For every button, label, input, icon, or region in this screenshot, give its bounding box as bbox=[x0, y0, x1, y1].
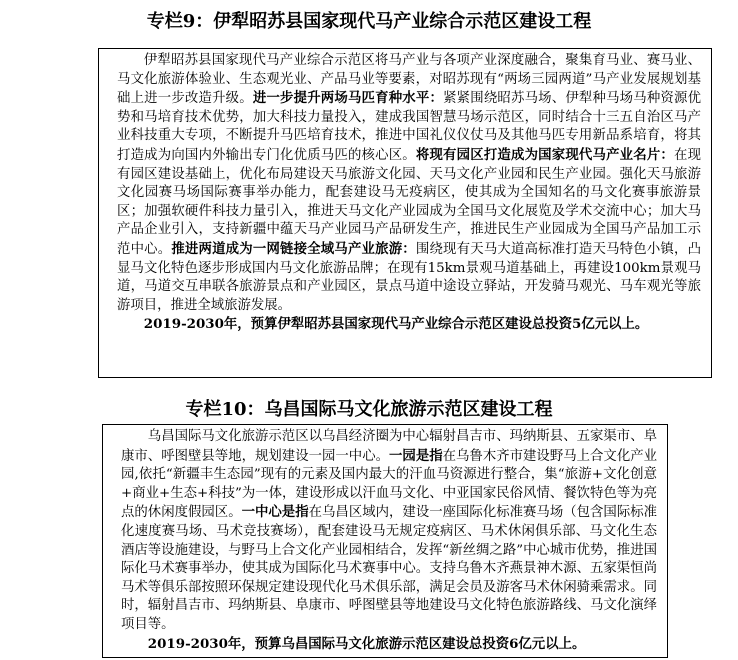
panel10-box bbox=[102, 424, 668, 658]
panel9-para-4: 在现有园区建设基础上，优化布局建设天马旅游文化园、天马文化产业园和民生产业园。强化天马旅游文化园赛马场国际赛事举办能力，配套建设马无疫病区，使其成为全国知名的马文化赛事旅游景区；加强软硬件科技力量引入，推进天马文化产业园成为全国马文化展览及学术交流中心；加大马产品企业引入，支持新疆中蕴天马产业园马产品研发生产，推进民生产业园成为全国马产品加工示范中心。 bbox=[117, 147, 702, 257]
panel9-para-2: 紧紧围绕昭苏马场、伊犁种马场马种资源优势和马培育技术优势，加大科技力量投入，建成我国智慧马场示范区，同时结合十三五自治区马产业科技重大专项，不断提升马匹培育技术，推进中国礼仪仪仗马及其他马匹专用新品系培育，将其打造成为向国内外输出专门化优质马匹的核心区。 bbox=[117, 91, 701, 163]
panel10-heading-center: 一中心是指 bbox=[241, 504, 309, 521]
panel9-body bbox=[117, 52, 701, 315]
panel9-para-0: 伊犁昭苏县国家现代马产业综合示范区将马产业与各项产业深度融合，聚集育马业、赛马业、马文化旅游体验业、生态观光业、产品马业等要素，对昭苏现有“两场三园两道”马产业发展规划基础上进一步改造升级。 bbox=[117, 53, 701, 107]
panel10-investment: 2019-2030年，预算乌昌国际马文化旅游示范区建设总投资6亿元以上。 bbox=[147, 635, 586, 652]
panel10-heading-park: 一园是指 bbox=[389, 447, 443, 464]
panel9-heading-parks: 将现有园区打造成为国家现代马产业名片： bbox=[415, 146, 675, 163]
panel9-heading-roads: 推进两道成为一网链接全域马产业旅游： bbox=[171, 240, 416, 257]
panel9-investment: 2019-2030年，预算伊犁昭苏县国家现代马产业综合示范区建设总投资5亿元以上。 bbox=[143, 316, 649, 333]
panel10-para-2: 在乌鲁木齐市建设野马上合文化产业园,依托“新疆丰生态园”现有的元素及国内最大的汗血马资源进行整合，集“旅游+文化创意+商业+生态+科技”为一体，建设形成以汗血马文化、中亚国家民俗风情、餐饮特色等为亮点的休闲度假园区。 bbox=[121, 448, 658, 521]
panel9-para-6: 围绕现有天马大道高标准打造天马特色小镇，凸显马文化特色逐步形成国内马文化旅游品牌；在现有15km景观马道基础上，再建设100km景观马道，马道交互串联各旅游景点和产业园区，景点马道中途设立驿站，开发骑马观光、马车观光等旅游项目，推进全域旅游发展。 bbox=[117, 241, 701, 313]
panel9-title: 专栏9：伊犁昭苏县国家现代马产业综合示范区建设工程 bbox=[146, 11, 592, 32]
panel10-body bbox=[121, 428, 657, 635]
panel9-heading-breeding: 进一步提升两场马匹育种水平： bbox=[252, 90, 444, 107]
panel10-title: 专栏10：乌昌国际马文化旅游示范区建设工程 bbox=[185, 399, 553, 420]
panel10-para-4: 在乌昌区域内，建设一座国际化标准赛马场（包含国际标准化速度赛马场、马术竞技赛场），配套建设马无规定疫病区、马术休闲俱乐部、马文化生态酒店等设施建设，与野马上合文化产业园相结合，发挥“新丝绸之路”中心城市优势，推进国际化马术赛事举办，使其成为国际化马术赛事中心。支持乌鲁木齐燕景神木源、五家渠恒尚马术等俱乐部按照环保规定建设现代化马术俱乐部，满足会员及游客马术休闲骑乘需求。同时，辐射昌吉市、玛纳斯县、阜康市、呼图壁县等地建设马文化特色旅游路线、马文化演绎项目等。 bbox=[121, 505, 658, 632]
panel10-para-0: 乌昌国际马文化旅游示范区以乌昌经济圈为中心辐射昌吉市、玛纳斯县、五家渠市、阜康市、呼图壁县等地，规划建设一园一中心。 bbox=[121, 429, 657, 464]
panel9-box bbox=[98, 48, 712, 378]
